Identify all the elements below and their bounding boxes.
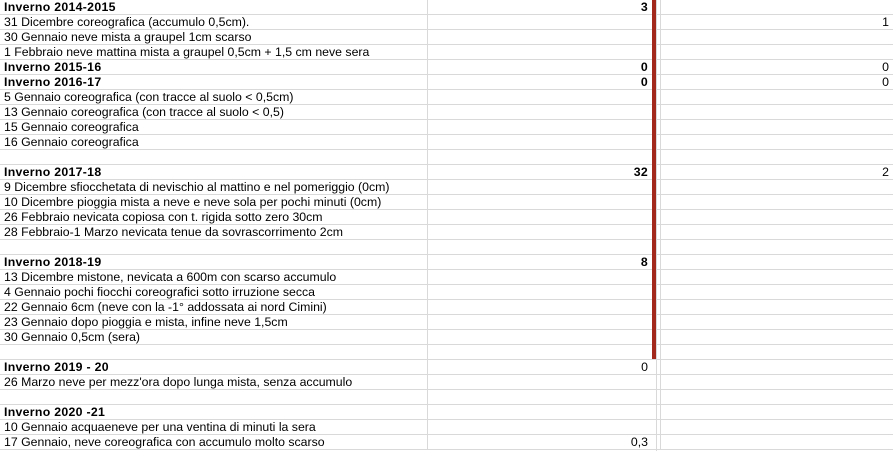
table-row [0,75,893,90]
table-row [0,225,893,240]
winter-header-cell[interactable]: Inverno 2019 - 20 [0,360,428,375]
table-row [0,360,893,375]
table-row [0,105,893,120]
count-value-cell[interactable] [660,195,893,210]
count-value-cell[interactable]: 0 [660,75,893,90]
table-row [0,90,893,105]
table-row [0,0,893,15]
table-row [0,195,893,210]
table-row [0,270,893,285]
table-row [0,285,893,300]
total-value-cell[interactable] [428,45,652,60]
event-description-cell[interactable]: 5 Gennaio coreografica (con tracce al suolo < 0,5cm) [0,90,428,105]
event-description-cell[interactable]: 17 Gennaio, neve coreografica con accumulo molto scarso [0,435,428,450]
table-row [0,300,893,315]
count-value-cell[interactable] [660,255,893,270]
total-value-cell[interactable] [428,135,652,150]
total-value-cell[interactable] [428,195,652,210]
total-value-cell[interactable] [428,285,652,300]
total-value-cell[interactable]: 0 [641,360,648,374]
table-row [0,45,893,60]
table-row [0,390,893,405]
table-row [0,165,893,180]
count-value-cell[interactable] [660,225,893,240]
winter-header-cell[interactable]: Inverno 2014-2015 [0,0,428,15]
winter-header-cell[interactable]: Inverno 2018-19 [0,255,428,270]
total-value-cell[interactable] [428,345,652,360]
count-value-cell[interactable] [660,420,893,435]
total-value-cell[interactable] [428,105,652,120]
count-value-cell[interactable] [660,90,893,105]
total-value-cell[interactable] [428,390,652,405]
event-description-cell[interactable]: 16 Gennaio coreografica [0,135,428,150]
table-row [0,120,893,135]
count-value-cell[interactable] [660,360,893,375]
count-value-cell[interactable] [660,300,893,315]
count-value-cell[interactable] [660,45,893,60]
total-value-cell[interactable] [428,270,652,285]
count-value-cell[interactable] [660,315,893,330]
total-value-cell[interactable]: 3 [640,0,648,14]
total-value-cell[interactable] [428,15,652,30]
event-description-cell[interactable]: 23 Gennaio dopo pioggia e mista, infine neve 1,5cm [0,315,428,330]
event-description-cell[interactable]: 28 Febbraio-1 Marzo nevicata tenue da sovrascorrimento 2cm [0,225,428,240]
total-value-cell[interactable]: 0 [640,60,648,74]
event-description-cell[interactable]: 13 Dicembre mistone, nevicata a 600m con scarso accumulo [0,270,428,285]
table-row [0,240,893,255]
count-value-cell[interactable] [660,330,893,345]
count-value-cell[interactable] [660,150,893,165]
count-value-cell[interactable] [660,345,893,360]
table-row [0,345,893,360]
table-row [0,30,893,45]
table-row [0,210,893,225]
count-value-cell[interactable] [660,285,893,300]
table-row [0,180,893,195]
table-row [0,60,893,75]
event-description-cell[interactable]: 10 Dicembre pioggia mista a neve e neve sola per pochi minuti (0cm) [0,195,428,210]
total-value-cell[interactable]: 32 [633,165,648,179]
total-value-cell[interactable] [428,90,652,105]
count-value-cell[interactable] [660,390,893,405]
count-value-cell[interactable]: 0 [660,60,893,75]
count-value-cell[interactable] [660,240,893,255]
event-description-cell[interactable] [0,345,428,360]
event-description-cell[interactable]: 26 Febbraio nevicata copiosa con t. rigida sotto zero 30cm [0,210,428,225]
table-row [0,375,893,390]
count-value-cell[interactable] [660,105,893,120]
event-description-cell[interactable]: 30 Gennaio 0,5cm (sera) [0,330,428,345]
total-value-cell[interactable]: 0 [640,75,648,89]
total-value-cell[interactable] [428,315,652,330]
event-description-cell[interactable]: 4 Gennaio pochi fiocchi coreografici sotto irruzione secca [0,285,428,300]
count-value-cell[interactable] [660,120,893,135]
total-value-cell[interactable] [428,180,652,195]
count-value-cell[interactable] [660,30,893,45]
total-value-cell[interactable] [428,120,652,135]
winter-header-cell[interactable]: Inverno 2017-18 [0,165,428,180]
table-row [0,150,893,165]
event-description-cell[interactable]: 10 Gennaio acquaeneve per una ventina di minuti la sera [0,420,428,435]
total-value-cell[interactable] [428,240,652,255]
event-description-cell[interactable] [0,240,428,255]
total-value-cell[interactable] [428,225,652,240]
event-description-cell[interactable]: 22 Gennaio 6cm (neve con la -1° addossata ai nord Cimini) [0,300,428,315]
total-value-cell[interactable]: 0,3 [630,435,648,449]
event-description-cell[interactable]: 26 Marzo neve per mezz'ora dopo lunga mista, senza accumulo [0,375,428,390]
event-description-cell[interactable]: 1 Febbraio neve mattina mista a graupel 0,5cm + 1,5 cm neve sera [0,45,428,60]
event-description-cell[interactable]: 30 Gennaio neve mista a graupel 1cm scarso [0,30,428,45]
table-row [0,315,893,330]
table-row [0,420,893,435]
event-description-cell[interactable]: 13 Gennaio coreografica (con tracce al suolo < 0,5) [0,105,428,120]
total-value-cell[interactable]: 8 [640,255,648,269]
total-value-cell[interactable] [428,375,652,390]
event-description-cell[interactable] [0,150,428,165]
winter-header-cell[interactable]: Inverno 2020 -21 [0,405,428,420]
count-value-cell[interactable] [660,435,893,450]
total-value-cell[interactable] [428,300,652,315]
event-description-cell[interactable]: 15 Gennaio coreografica [0,120,428,135]
count-value-cell[interactable] [660,210,893,225]
table-row [0,255,893,270]
total-value-cell[interactable] [428,405,652,420]
event-description-cell[interactable]: 31 Dicembre coreografica (accumulo 0,5cm). [0,15,428,30]
total-value-cell[interactable] [428,330,652,345]
count-value-cell[interactable] [660,375,893,390]
winter-header-cell[interactable]: Inverno 2015-16 [0,60,428,75]
count-value-cell[interactable]: 2 [660,165,893,180]
total-value-cell[interactable] [428,150,652,165]
event-description-cell[interactable] [0,390,428,405]
table-row [0,405,893,420]
count-value-cell[interactable] [660,270,893,285]
count-value-cell[interactable] [660,405,893,420]
table-row [0,435,893,450]
winter-header-cell[interactable]: Inverno 2016-17 [0,75,428,90]
count-value-cell[interactable] [660,0,893,15]
column-divider [656,0,657,451]
table-row [0,135,893,150]
count-value-cell[interactable] [660,135,893,150]
count-value-cell[interactable]: 1 [660,15,893,30]
table-row [0,330,893,345]
count-value-cell[interactable] [660,180,893,195]
table-row [0,15,893,30]
event-description-cell[interactable]: 9 Dicembre sfiocchetata di nevischio al mattino e nel pomeriggio (0cm) [0,180,428,195]
total-value-cell[interactable] [428,30,652,45]
total-value-cell[interactable] [428,210,652,225]
total-value-cell[interactable] [428,420,652,435]
